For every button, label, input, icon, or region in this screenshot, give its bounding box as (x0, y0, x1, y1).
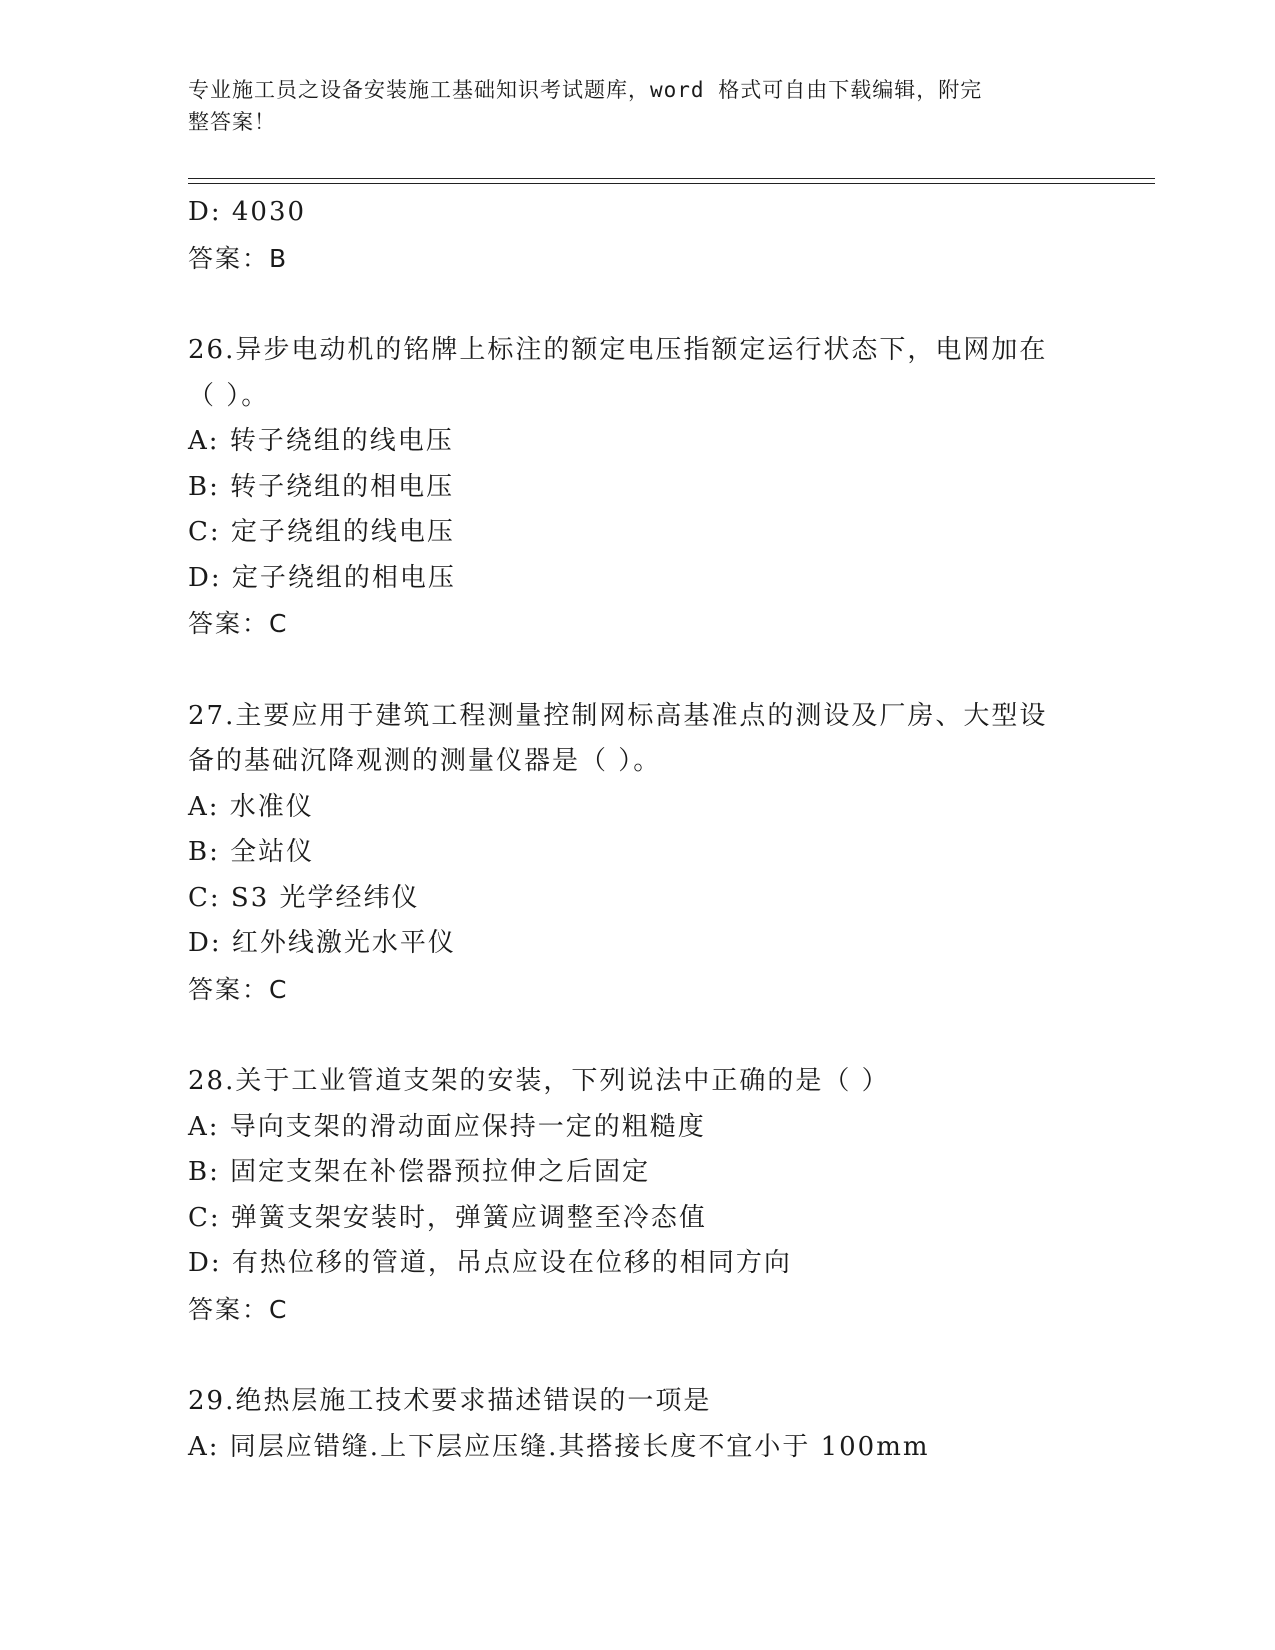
header-line-1: 专业施工员之设备安装施工基础知识考试题库，word 格式可自由下载编辑，附完 (188, 78, 983, 102)
option-line: D: 红外线激光水平仪 (188, 928, 456, 958)
spacer (188, 1332, 1088, 1379)
spacer (188, 647, 1088, 694)
option-line: A: 水准仪 (188, 791, 314, 822)
option-line: B: 转子绕组的相电压 (188, 471, 455, 502)
question-text: 26.异步电动机的铭牌上标注的额定电压指额定运行状态下，电网加在 (188, 335, 1048, 365)
option-line: C: 定子绕组的线电压 (188, 517, 455, 547)
option-line: D: 定子绕组的相电压 (188, 562, 456, 593)
header-rule-bottom (188, 183, 1155, 184)
option-line: B: 固定支架在补偿器预拉伸之后固定 (188, 1157, 651, 1187)
option-line: A: 导向支架的滑动面应保持一定的粗糙度 (188, 1111, 706, 1142)
option-line: A: 同层应错缝.上下层应压缝.其搭接长度不宜小于 100mm (188, 1431, 930, 1462)
option-line: C: 弹簧支架安装时，弹簧应调整至冷态值 (188, 1202, 707, 1233)
option-line: B: 全站仪 (188, 837, 315, 867)
option-line: D: 有热位移的管道，吊点应设在位移的相同方向 (188, 1248, 792, 1278)
header-line-2: 整答案！ (188, 110, 276, 134)
question-text: 28.关于工业管道支架的安装，下列说法中正确的是（ ） (188, 1066, 890, 1096)
question-text: 27.主要应用于建筑工程测量控制网标高基准点的测设及厂房、大型设 (188, 700, 1048, 731)
option-line: A: 转子绕组的线电压 (188, 426, 454, 456)
header-rule-top (188, 178, 1155, 179)
answer-line: 答案：C (188, 974, 289, 1004)
answer-line: 答案：C (188, 1294, 289, 1324)
question-list (188, 190, 1088, 1470)
question-text: 备的基础沉降观测的测量仪器是（ ）。 (188, 746, 662, 776)
answer-line: 答案：B (188, 243, 289, 273)
spacer (188, 1012, 1088, 1059)
question-text: （ ）。 (188, 380, 270, 411)
question-text: 29.绝热层施工技术要求描述错误的一项是 (188, 1386, 712, 1416)
option-line: D: 4030 (188, 197, 307, 227)
answer-line: 答案：C (188, 609, 289, 638)
document-header (188, 74, 1068, 138)
spacer (188, 281, 1088, 328)
option-line: C: S3 光学经纬仪 (188, 882, 420, 913)
